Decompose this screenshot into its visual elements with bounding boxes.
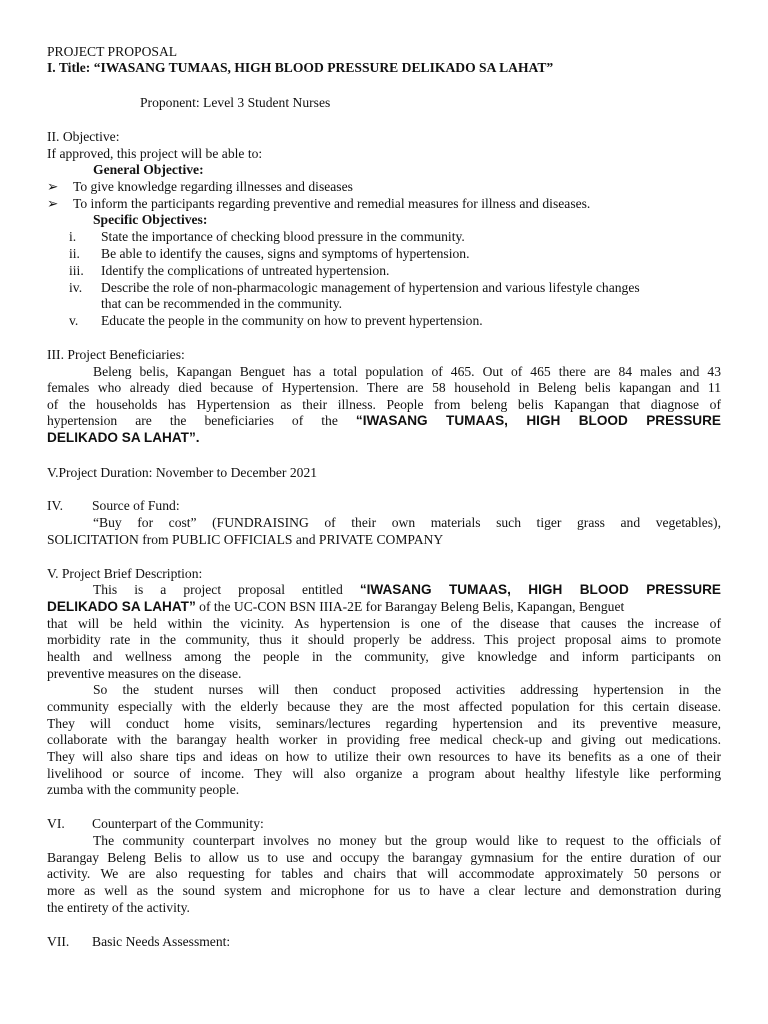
description-line: DELIKADO SA LAHAT” of the UC-CON BSN IIIA-2E for Barangay Beleng Belis, Kapangan, Benguet: [47, 599, 625, 614]
specific-objective-item: ii. Be able to identify the causes, signs and symptoms of hypertension.: [69, 246, 470, 261]
objective-heading: II. Objective:: [47, 129, 120, 144]
beneficiaries-line: Beleng belis, Kapangan Benguet has a total population of 465. Out of 465 there are 84 males and 43: [93, 364, 721, 379]
proponent: Proponent: Level 3 Student Nurses: [140, 95, 331, 110]
general-objective-heading: General Objective:: [93, 162, 204, 177]
beneficiaries-line: females who already died because of Hypertension. There are 58 household in Beleng belis kapangan and 11: [47, 380, 721, 395]
doc-title: [47, 60, 553, 77]
title-label: I. Title:: [47, 60, 94, 75]
arrow-bullet-icon: ➢: [47, 179, 59, 194]
description-line: community especially with the elderly because they are the most affected population for this certain disease.: [47, 699, 721, 714]
specific-objective-item: iii. Identify the complications of untreated hypertension.: [69, 263, 390, 278]
fund-heading: IV. Source of Fund:: [47, 498, 180, 513]
beneficiaries-project-title: DELIKADO SA LAHAT”.: [47, 430, 200, 445]
beneficiaries-heading: III. Project Beneficiaries:: [47, 347, 185, 362]
description-line: This is a project proposal entitled “IWASANG TUMAAS, HIGH BLOOD PRESSURE: [93, 582, 721, 597]
doc-header: PROJECT PROPOSAL: [47, 44, 178, 59]
description-line: So the student nurses will then conduct proposed activities addressing hypertension in the: [93, 682, 721, 697]
counterpart-line: more as well as the sound system and microphone for us to have a clear lecture and demonstration during: [47, 883, 721, 898]
beneficiaries-line: of the households has Hypertension as their illness. People from beleng belis Kapangan that diagnose of: [47, 397, 721, 412]
description-line: zumba with the community people.: [47, 782, 240, 797]
counterpart-line: The community counterpart involves no money but the group would like to request to the officials of: [93, 833, 721, 848]
arrow-bullet-icon: ➢: [47, 196, 59, 211]
specific-objective-item: i. State the importance of checking blood pressure in the community.: [69, 229, 465, 244]
description-line: collaborate with the barangay health worker in providing free medical check-up and giving out medications.: [47, 732, 721, 747]
objective-intro: If approved, this project will be able to:: [47, 146, 263, 161]
description-line: livelihood or source of income. They will also organize a program about healthy lifestyle like performing: [47, 766, 721, 781]
description-line: They will conduct home visits, seminars/lectures regarding hypertension and its preventive measure,: [47, 716, 721, 731]
specific-objective-item: v. Educate the people in the community on how to prevent hypertension.: [69, 313, 483, 328]
general-objective-item: ➢ To give knowledge regarding illnesses and diseases: [47, 179, 353, 194]
description-line: health and wellness among the people in the community, give knowledge and inform participants on: [47, 649, 721, 664]
needs-assessment-heading: VII. Basic Needs Assessment:: [47, 934, 231, 949]
beneficiaries-line: hypertension are the beneficiaries of the “IWASANG TUMAAS, HIGH BLOOD PRESSURE: [47, 413, 721, 428]
description-line: that will be held within the vicinity. As hypertension is one of the disease that causes the increase of: [47, 616, 721, 631]
specific-objective-heading: Specific Objectives:: [93, 212, 208, 227]
general-objective-item: ➢ To inform the participants regarding preventive and remedial measures for illness and diseases.: [47, 196, 591, 211]
description-line: They will also share tips and ideas on how to utilize their own resources to have its benefits as a one of their: [47, 749, 721, 764]
specific-objective-item-continued: that can be recommended in the community.: [101, 296, 343, 311]
fund-line: “Buy for cost” (FUNDRAISING of their own materials such tiger grass and vegetables),: [93, 515, 721, 530]
counterpart-line: the entirety of the activity.: [47, 900, 190, 915]
fund-line: SOLICITATION from PUBLIC OFFICIALS and PRIVATE COMPANY: [47, 532, 444, 547]
duration: V.Project Duration: November to December 2021: [47, 465, 318, 480]
counterpart-line: Barangay Beleng Belis to allow us to use and occupy the barangay gymnasium for the entire duration of our: [47, 850, 721, 865]
description-line: morbidity rate in the community, thus it should properly be address. This project proposal aims to promote: [47, 632, 721, 647]
counterpart-line: activity. We are also requesting for tables and chairs that will accommodate approximately 50 persons or: [47, 866, 721, 881]
specific-objective-item: iv. Describe the role of non-pharmacologic management of hypertension and various lifestyle changes: [69, 280, 640, 295]
description-line: preventive measures on the disease.: [47, 666, 242, 681]
description-heading: V. Project Brief Description:: [47, 566, 203, 581]
title-text: “IWASANG TUMAAS, HIGH BLOOD PRESSURE DELIKADO SA LAHAT”: [93, 60, 554, 75]
counterpart-heading: VI. Counterpart of the Community:: [47, 816, 264, 831]
